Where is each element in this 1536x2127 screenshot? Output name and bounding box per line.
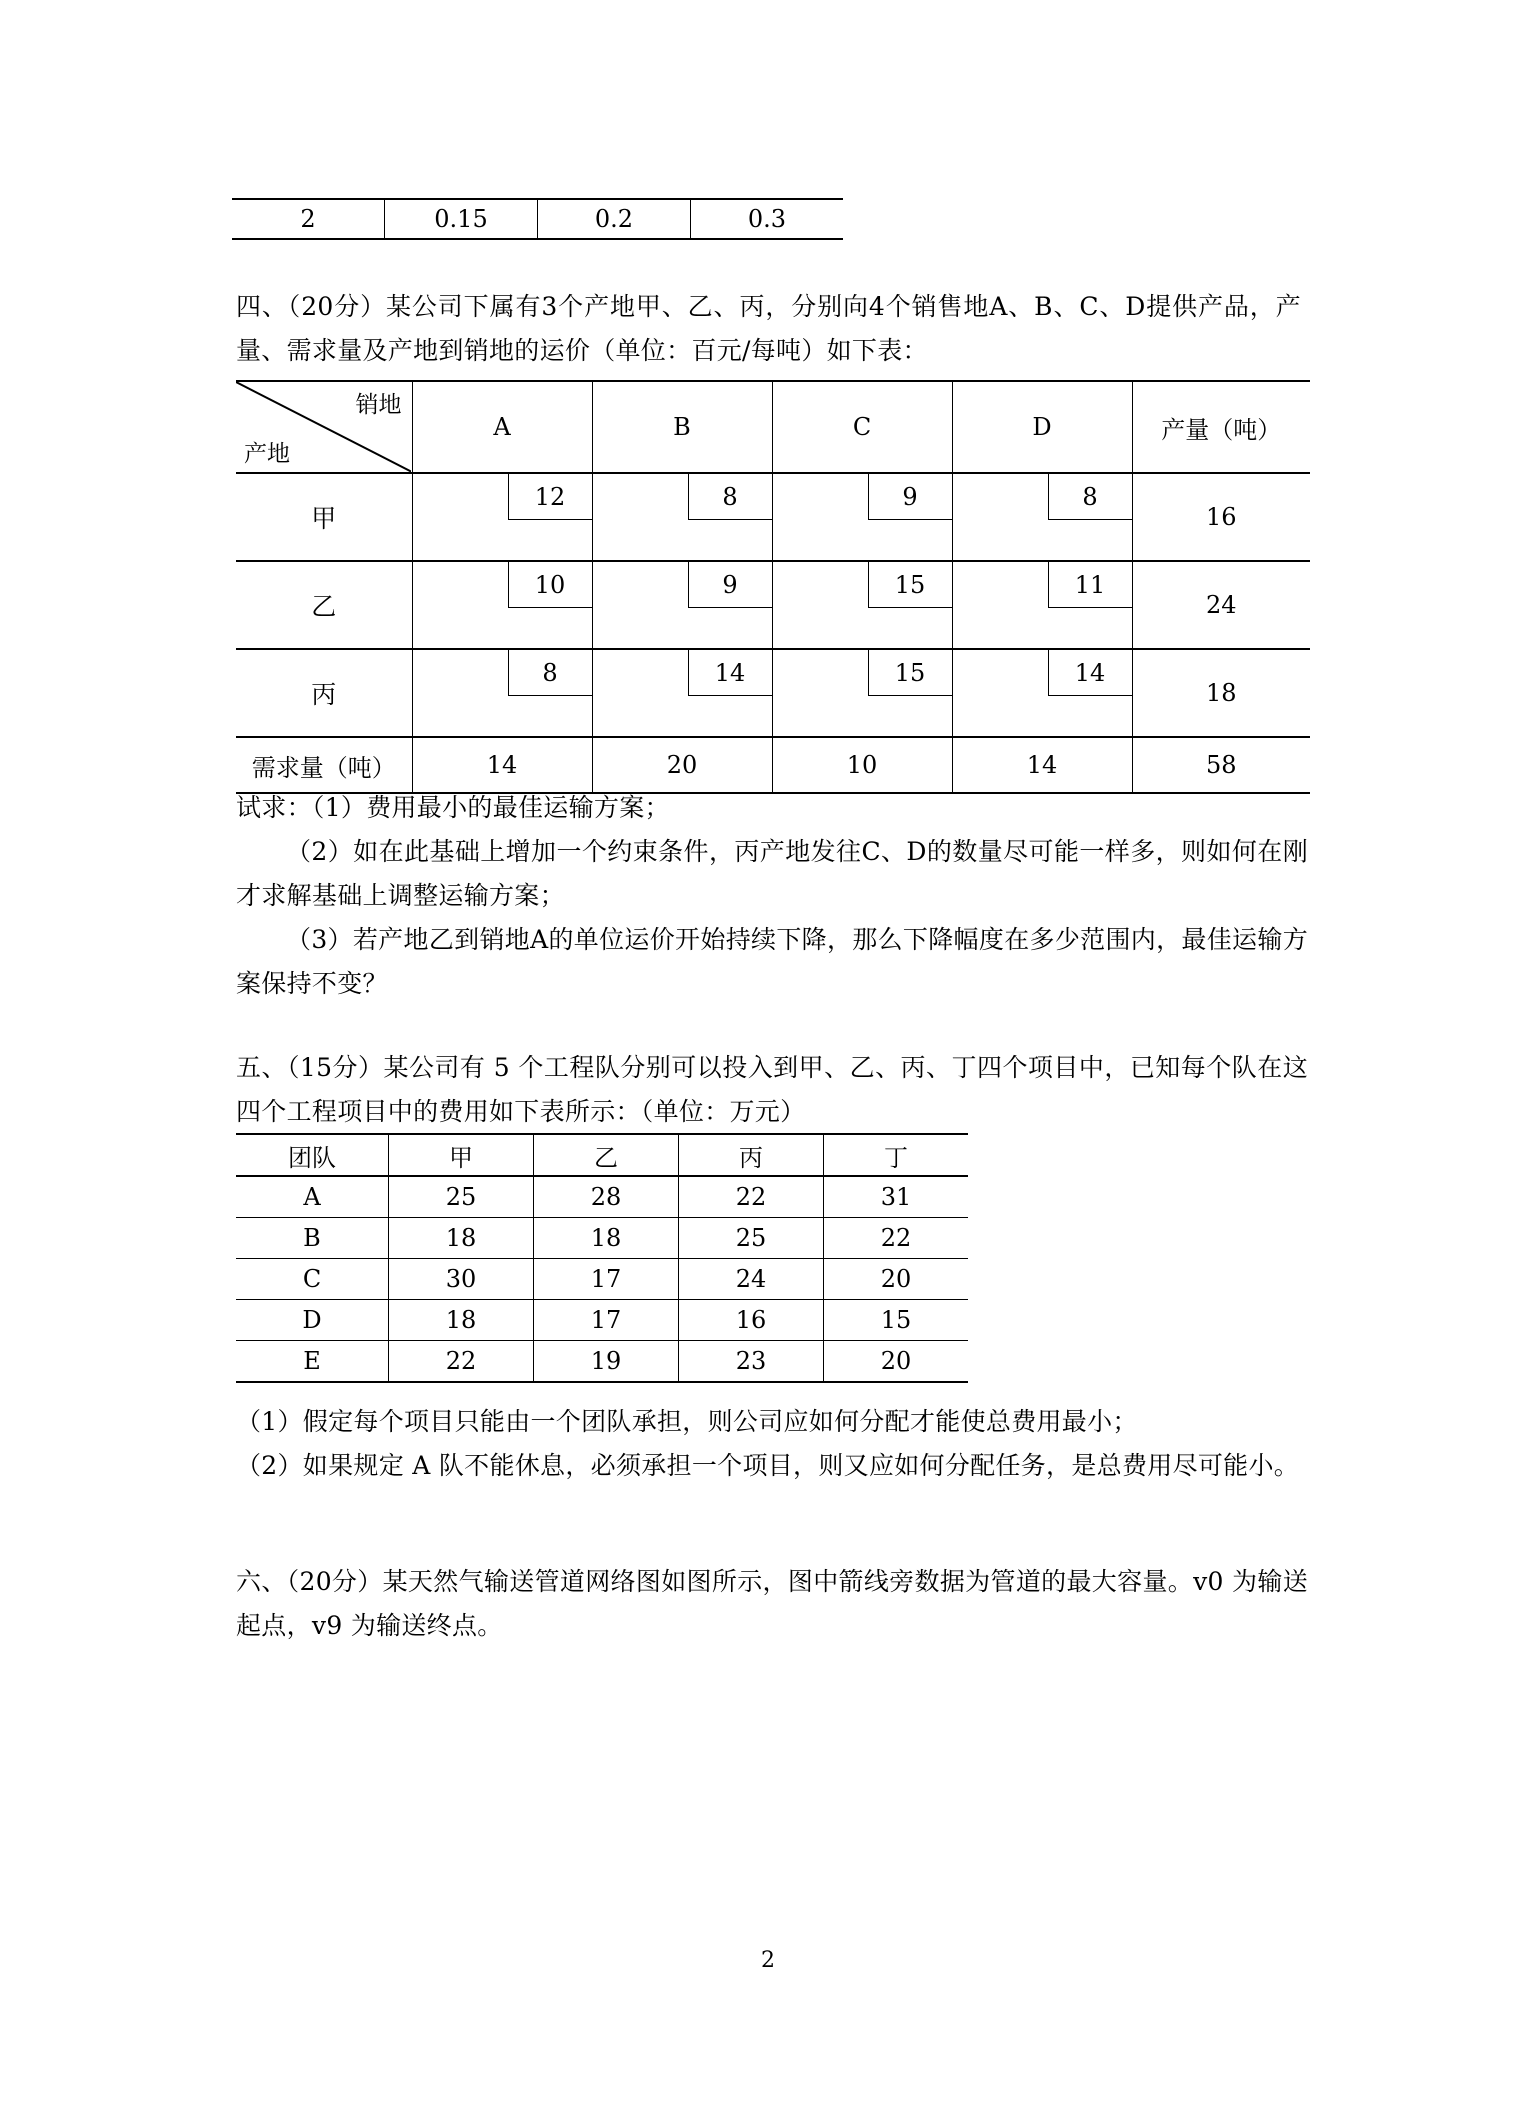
assignment-cell-a-jia: 25 [389,1176,534,1218]
assignment-cell-d-ding: 15 [824,1300,969,1341]
table-row [236,1259,968,1300]
table-row [236,1341,968,1383]
transport-col-header-d: D [952,381,1132,473]
section4-question-3: （3）若产地乙到销地A的单位运价开始持续下降，那么下降幅度在多少范围内，最佳运输方案保持不变？ [236,925,1308,998]
assignment-row-label-d: D [236,1300,389,1341]
section4-question-1: 试求：（1）费用最小的最佳运输方案； [236,793,670,822]
cost-value: 15 [868,562,952,608]
assignment-cell-e-yi: 19 [534,1341,679,1383]
assignment-cell-a-yi: 28 [534,1176,679,1218]
assignment-cell-e-jia: 22 [389,1341,534,1383]
assignment-header-yi: 乙 [534,1134,679,1176]
assignment-cell-a-bing: 22 [679,1176,824,1218]
table-row [236,1218,968,1259]
transport-row-label-bing: 丙 [236,649,412,737]
corner-label-origin: 产地 [244,441,290,467]
table-row [236,1176,968,1218]
transport-supply-yi: 24 [1132,561,1310,649]
transport-cell-bing-a [412,649,592,737]
transport-col-header-b: B [592,381,772,473]
fragment-cell-3: 0.3 [691,199,844,239]
assignment-cell-c-jia: 30 [389,1259,534,1300]
cost-value: 14 [1048,650,1132,696]
transport-corner-cell [236,381,412,473]
fragment-cell-2: 0.2 [538,199,691,239]
assignment-cell-b-jia: 18 [389,1218,534,1259]
cost-value: 8 [1048,474,1132,520]
transport-supply-header: 产量（吨） [1132,381,1310,473]
cost-value: 11 [1048,562,1132,608]
transport-demand-c: 10 [772,737,952,793]
table-row [232,199,843,239]
transport-demand-d: 14 [952,737,1132,793]
section6-intro: 六、（20分）某天然气输送管道网络图如图所示，图中箭线旁数据为管道的最大容量。v0 为输送起点，v9 为输送终点。 [236,1567,1308,1640]
assignment-cell-d-yi: 17 [534,1300,679,1341]
section4-question-2: （2）如在此基础上增加一个约束条件，丙产地发往C、D的数量尽可能一样多，则如何在刚才求解基础上调整运输方案； [236,837,1308,910]
transport-table [236,380,1310,794]
transport-table-wrapper [236,380,1310,794]
assignment-cell-d-bing: 16 [679,1300,824,1341]
section5-question-1: （1）假定每个项目只能由一个团队承担，则公司应如何分配才能使总费用最小； [236,1407,1138,1436]
assignment-table-wrapper [236,1133,968,1383]
assignment-table [236,1133,968,1383]
section4-questions [236,786,1308,1006]
fragment-cell-1: 0.15 [385,199,538,239]
assignment-cell-c-bing: 24 [679,1259,824,1300]
assignment-cell-a-ding: 31 [824,1176,969,1218]
section5-questions [236,1400,1308,1488]
assignment-cell-c-yi: 17 [534,1259,679,1300]
cost-value: 10 [508,562,592,608]
assignment-row-label-c: C [236,1259,389,1300]
transport-supply-jia: 16 [1132,473,1310,561]
transport-demand-b: 20 [592,737,772,793]
cost-value: 8 [508,650,592,696]
transport-cell-yi-b [592,561,772,649]
assignment-header-bing: 丙 [679,1134,824,1176]
transport-row-label-yi: 乙 [236,561,412,649]
assignment-cell-e-bing: 23 [679,1341,824,1383]
assignment-row-label-a: A [236,1176,389,1218]
table-row [236,473,1310,561]
transport-cell-bing-d [952,649,1132,737]
table-row [236,561,1310,649]
assignment-header-jia: 甲 [389,1134,534,1176]
transport-col-header-a: A [412,381,592,473]
assignment-row-label-e: E [236,1341,389,1383]
transport-col-header-c: C [772,381,952,473]
assignment-header-ding: 丁 [824,1134,969,1176]
transport-cell-yi-c [772,561,952,649]
cost-value: 14 [688,650,772,696]
cost-value: 8 [688,474,772,520]
transport-header-row [236,381,1310,473]
cost-value: 9 [688,562,772,608]
assignment-cell-e-ding: 20 [824,1341,969,1383]
transport-demand-label: 需求量（吨） [236,737,412,793]
assignment-header-team: 团队 [236,1134,389,1176]
transport-cell-jia-a [412,473,592,561]
cost-value: 9 [868,474,952,520]
assignment-cell-c-ding: 20 [824,1259,969,1300]
assignment-row-label-b: B [236,1218,389,1259]
section4-intro: 四、（20分）某公司下属有3个产地甲、乙、丙，分别向4个销售地A、B、C、D提供产品，产量、需求量及产地到销地的运价（单位：百元/每吨）如下表： [236,292,1301,365]
cost-value: 15 [868,650,952,696]
assignment-cell-b-bing: 25 [679,1218,824,1259]
page-number: 2 [761,1948,775,1973]
transport-demand-row [236,737,1310,793]
table-row [236,649,1310,737]
fragment-table [232,198,843,240]
assignment-cell-d-jia: 18 [389,1300,534,1341]
transport-total: 58 [1132,737,1310,793]
table-row [236,1300,968,1341]
assignment-header-row [236,1134,968,1176]
transport-cell-bing-b [592,649,772,737]
transport-cell-jia-b [592,473,772,561]
assignment-cell-b-yi: 18 [534,1218,679,1259]
transport-cell-jia-d [952,473,1132,561]
fragment-cell-0: 2 [232,199,385,239]
transport-supply-bing: 18 [1132,649,1310,737]
transport-demand-a: 14 [412,737,592,793]
transport-row-label-jia: 甲 [236,473,412,561]
transport-cell-jia-c [772,473,952,561]
corner-label-destination: 销地 [355,392,402,418]
transport-cell-yi-a [412,561,592,649]
transport-cell-yi-d [952,561,1132,649]
cost-value: 12 [508,474,592,520]
section5-question-2: （2）如果规定 A 队不能休息，必须承担一个项目，则又应如何分配任务，是总费用尽可能小。 [236,1451,1300,1480]
assignment-cell-b-ding: 22 [824,1218,969,1259]
transport-cell-bing-c [772,649,952,737]
section5-intro: 五、（15分）某公司有 5 个工程队分别可以投入到甲、乙、丙、丁四个项目中，已知每个队在这四个工程项目中的费用如下表所示：（单位：万元） [236,1053,1308,1126]
